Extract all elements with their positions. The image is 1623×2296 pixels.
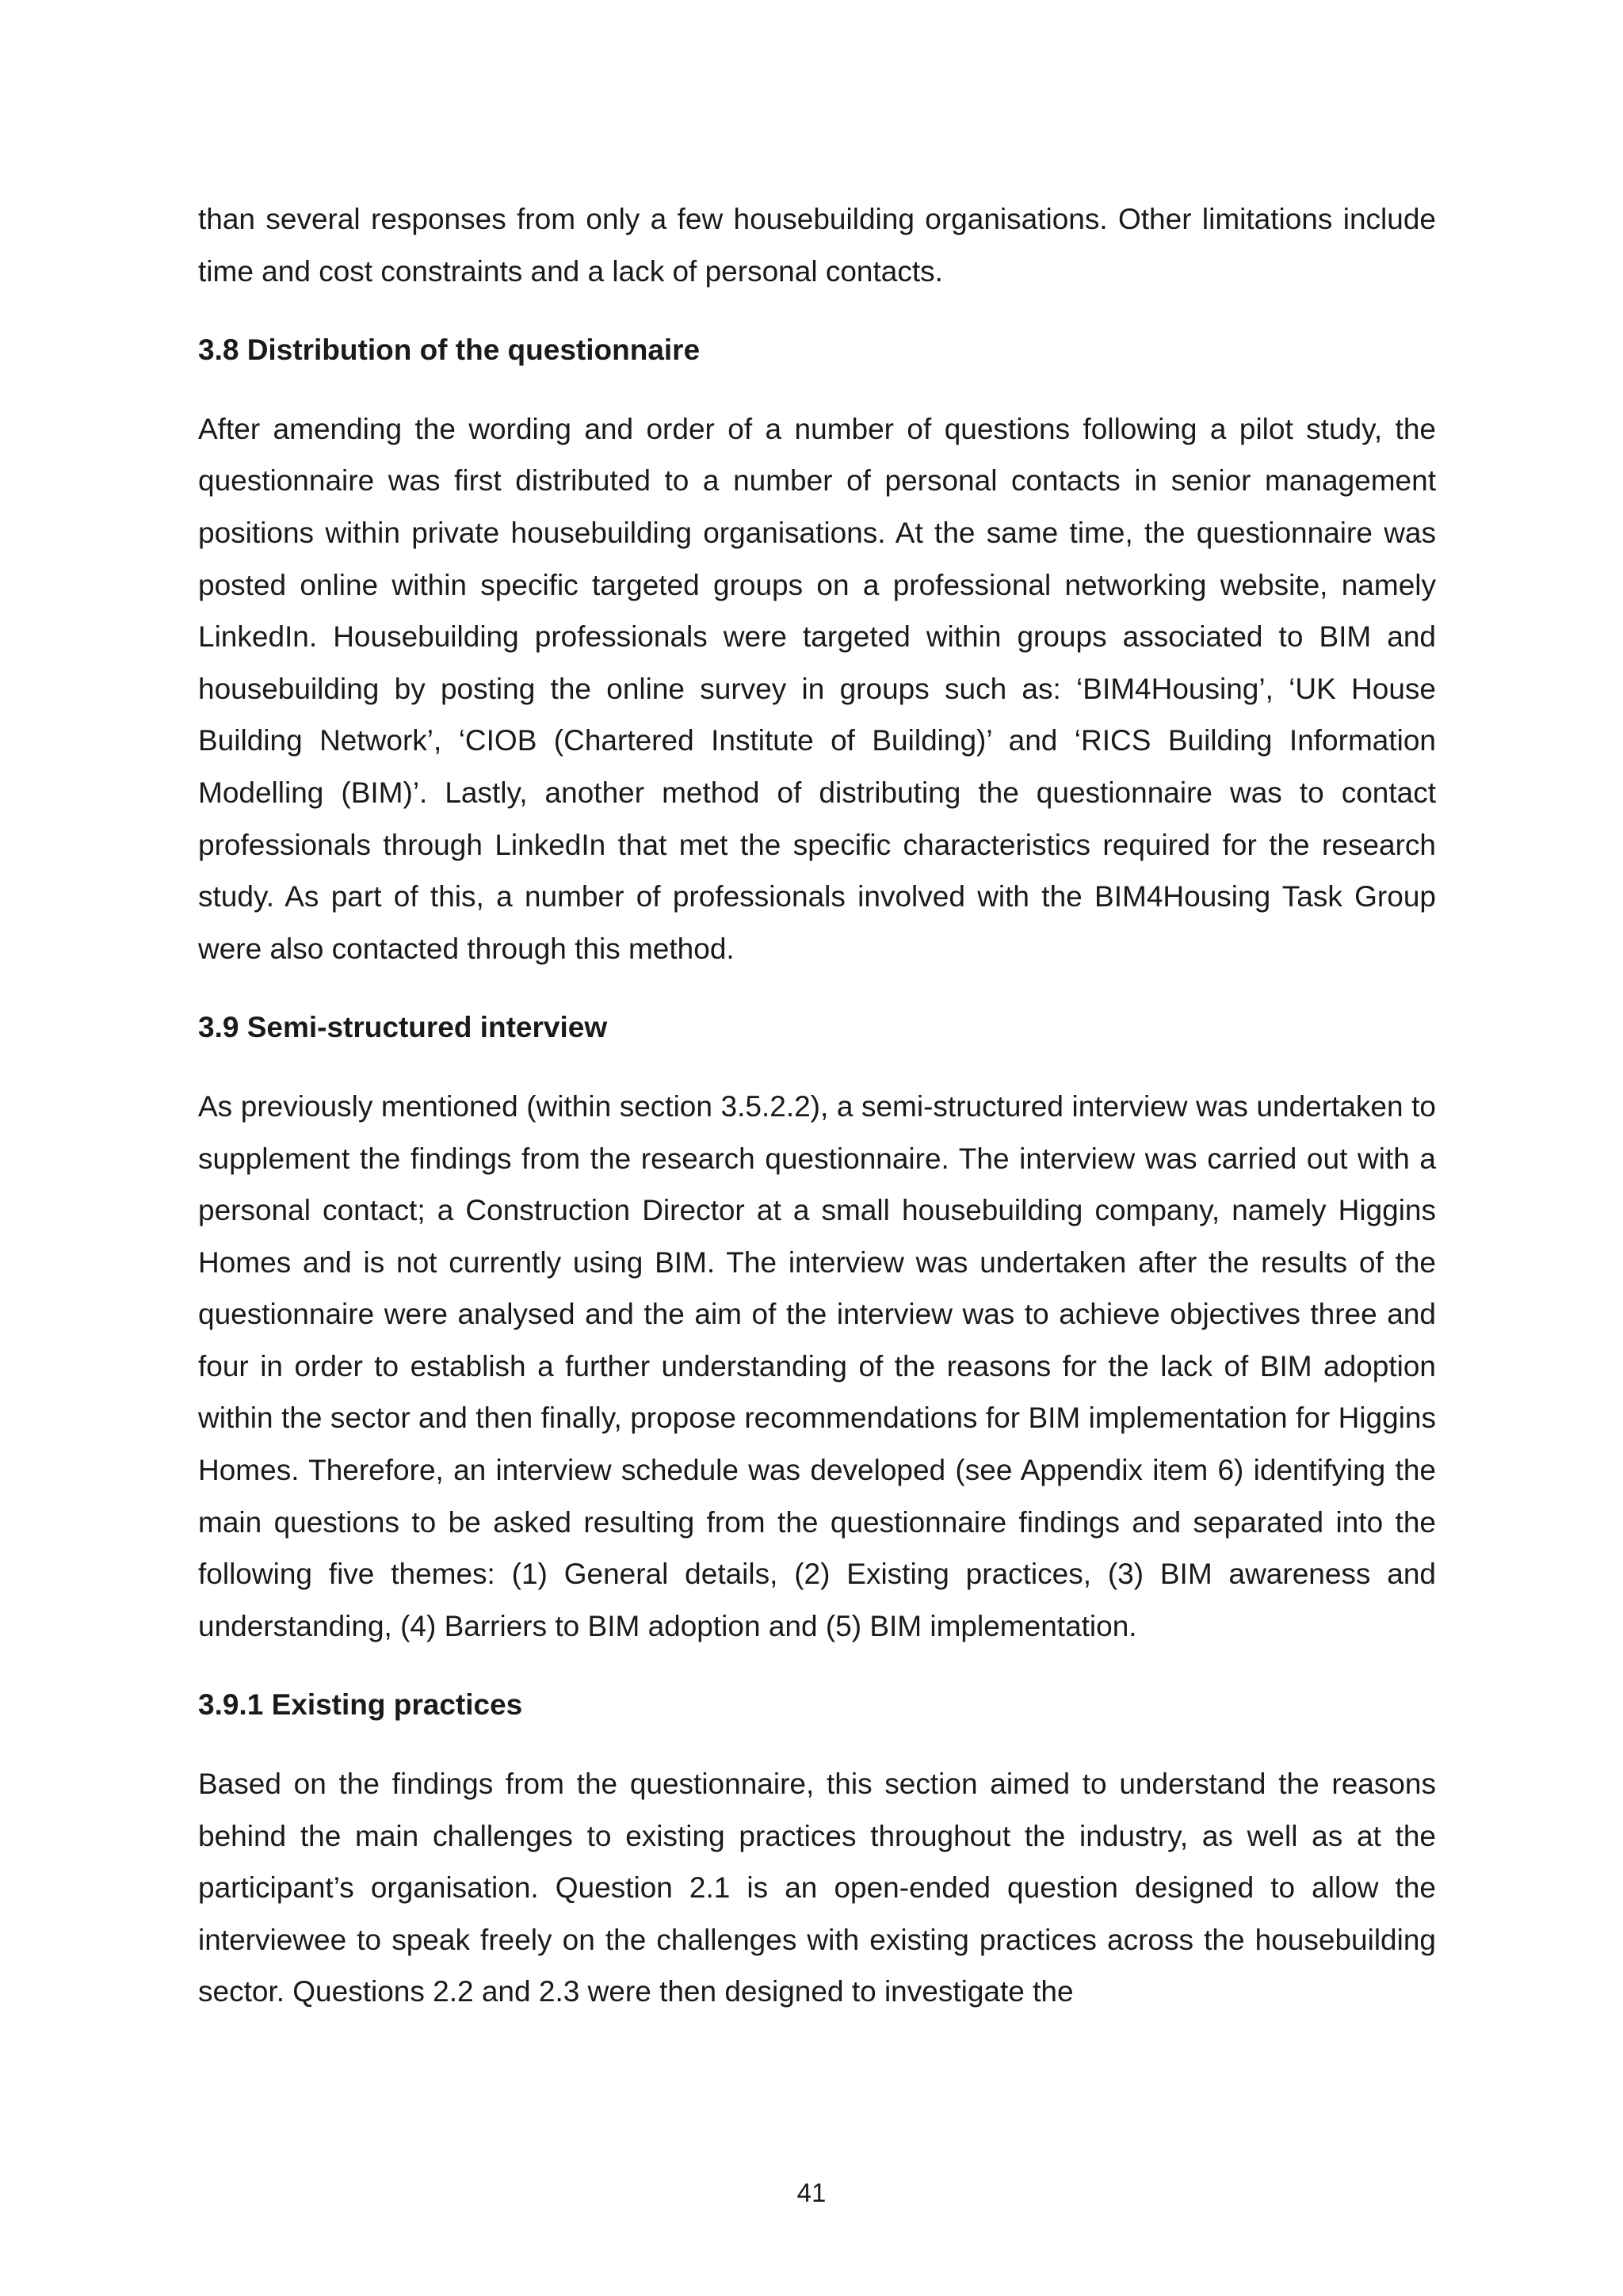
section-heading-3-8: 3.8 Distribution of the questionnaire [198,334,701,367]
section-heading-3-9: 3.9 Semi-structured interview [198,1011,608,1044]
spacer [198,1652,1436,1679]
page-number: 41 [796,2178,827,2207]
intro-paragraph: than several responses from only a few housebuilding organisations. Other limitations include time and cost constraints and a lack of personal contacts. [198,203,1436,288]
spacer [198,297,1436,324]
section-heading-3-9-1: 3.9.1 Existing practices [198,1688,523,1722]
section-3-8-paragraph: After amending the wording and order of a number of questions following a pilot study, the questionnaire was first distributed to a number of personal contacts in senior management positions within private housebuilding organisations. At the same time, the questionnaire was posted online within specific targeted groups on a professional networking website, namely LinkedIn. Housebuilding professionals were targeted within groups associated to BIM and housebuilding by posting the online survey in groups such as: ‘BIM4Housing’, ‘UK House Building Network’, ‘CIOB (Chartered Institute of Building)’ and ‘RICS Building Information Modelling (BIM)’. Lastly, another method of distributing the questionnaire was to contact professionals through LinkedIn that met the specific characteristics required for the research study. As part of this, a number of professionals involved with the BIM4Housing Task Group were also contacted through this method. [198,412,1436,965]
spacer [198,1731,1436,1758]
section-3-9-1-paragraph: Based on the findings from the questionnaire, this section aimed to understand the reasons behind the main challenges to existing practices throughout the industry, as well as at the participant’s organisation. Question 2.1 is an open-ended question designed to allow the interviewee to speak freely on the challenges with existing practices across the housebuilding sector. Questions 2.2 and 2.3 were then designed to investigate the [198,1768,1436,2008]
section-3-9-paragraph: As previously mentioned (within section 3.5.2.2), a semi-structured interview was undertaken to supplement the findings from the research questionnaire. The interview was carried out with a personal contact; a Construction Director at a small housebuilding company, namely Higgins Homes and is not currently using BIM. The interview was undertaken after the results of the questionnaire were analysed and the aim of the interview was to achieve objectives three and four in order to establish a further understanding of the reasons for the lack of BIM adoption within the sector and then finally, propose recommendations for BIM implementation for Higgins Homes. Therefore, an interview schedule was developed (see Appendix item 6) identifying the main questions to be asked resulting from the questionnaire findings and separated into the following five themes: (1) General details, (2) Existing practices, (3) BIM awareness and understanding, (4) Barriers to BIM adoption and (5) BIM implementation. [198,1089,1436,1642]
spacer [198,376,1436,403]
spacer [198,974,1436,1001]
document-body [198,193,1436,2018]
spacer [198,1054,1436,1081]
